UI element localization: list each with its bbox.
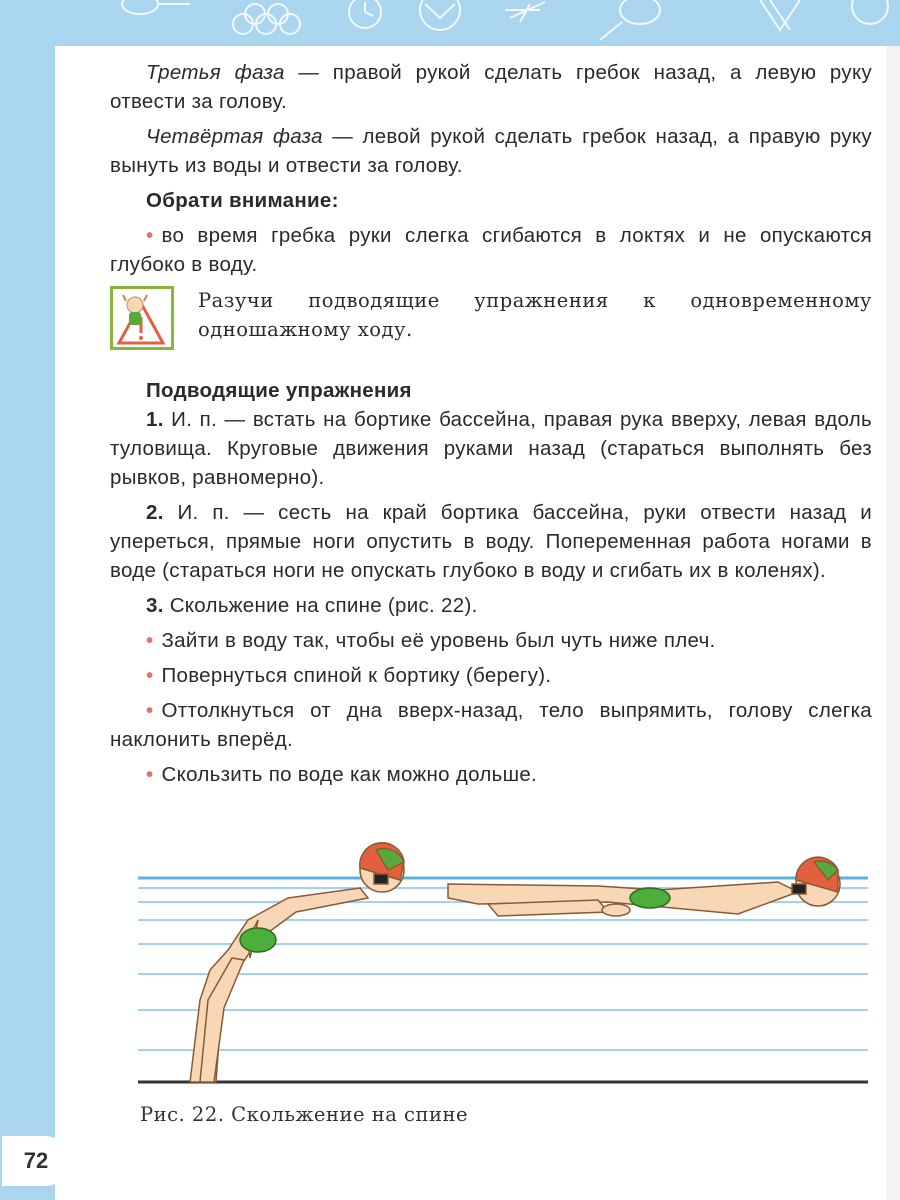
exercise-item (110, 405, 872, 492)
bullet-icon: • (146, 629, 154, 652)
exercise-bullet-text: Оттолкнуться от дна вверх-назад, тело выпрямить, голову слегка наклонить вперёд. (110, 699, 872, 751)
exercise-item (110, 498, 872, 585)
phase-three-paragraph (110, 58, 872, 116)
top-text-block (110, 58, 872, 279)
child-warning-icon (110, 286, 174, 350)
attention-title: Обрати внимание: (146, 189, 339, 212)
exercise-bullet (110, 760, 872, 789)
exercise-bullet-text: Повернуться спиной к бортику (берегу). (161, 664, 552, 687)
task-text: Разучи подводящие упражнения к одновременному одношажному ходу. (198, 289, 872, 341)
exercise-text: И. п. — встать на бортике бассейна, правая рука вверху, левая вдоль туловища. Круговые движения руками назад (стараться выполнять без рывков, равномерно). (110, 408, 872, 489)
header-decoration-band (0, 0, 900, 46)
phase-three-text: — правой рукой сделать гребок назад, а левую руку отвести за голову. (110, 61, 873, 113)
attention-bullet-text: во время гребка руки слегка сгибаются в локтях и не опускаются глубоко в воду. (110, 224, 872, 276)
exercise-bullet-text: Скользить по воде как можно дольше. (161, 763, 538, 786)
exercise-number: 2. (146, 501, 164, 524)
exercise-number: 3. (146, 594, 164, 617)
left-margin-band (0, 0, 55, 1200)
exercise-text: Скольжение на спине (рис. 22). (163, 594, 478, 617)
exercise-bullet (110, 661, 872, 690)
sports-icons-pattern (0, 0, 900, 46)
exercise-text: И. п. — сесть на край бортика бассейна, руки отвести назад и упереться, прямые ноги опустить в воду. Попеременная работа ногами в воде (стараться ноги не опускать глубоко в воду и сгибать их в коленях). (110, 501, 872, 582)
exercise-number: 1. (146, 408, 164, 431)
figure-caption: Рис. 22. Скольжение на спине (140, 1103, 468, 1126)
exercise-item (110, 591, 872, 620)
exercises-title: Подводящие упражнения (146, 379, 412, 402)
exercise-bullet (110, 626, 872, 655)
exercise-bullet (110, 696, 872, 754)
exercise-bullet-text: Зайти в воду так, чтобы её уровень был чуть ниже плеч. (161, 629, 716, 652)
bullet-icon: • (146, 664, 154, 687)
page-edge (886, 46, 900, 1200)
bullet-icon: • (146, 699, 154, 722)
phase-four-term: Четвёртая фаза (146, 125, 323, 148)
exercises-block (110, 376, 872, 789)
task-box (110, 286, 872, 356)
attention-bullet (110, 221, 872, 279)
bullet-icon: • (146, 763, 154, 786)
bullet-icon: • (146, 224, 154, 247)
phase-four-text: — левой рукой сделать гребок назад, а правую руку вынуть из воды и отвести за голову. (110, 125, 872, 177)
phase-four-paragraph (110, 122, 872, 180)
page-number: 72 (2, 1136, 70, 1186)
figure-22-illustration (138, 840, 868, 1090)
phase-three-term: Третья фаза (146, 61, 285, 84)
swimmer-gliding (448, 857, 840, 916)
